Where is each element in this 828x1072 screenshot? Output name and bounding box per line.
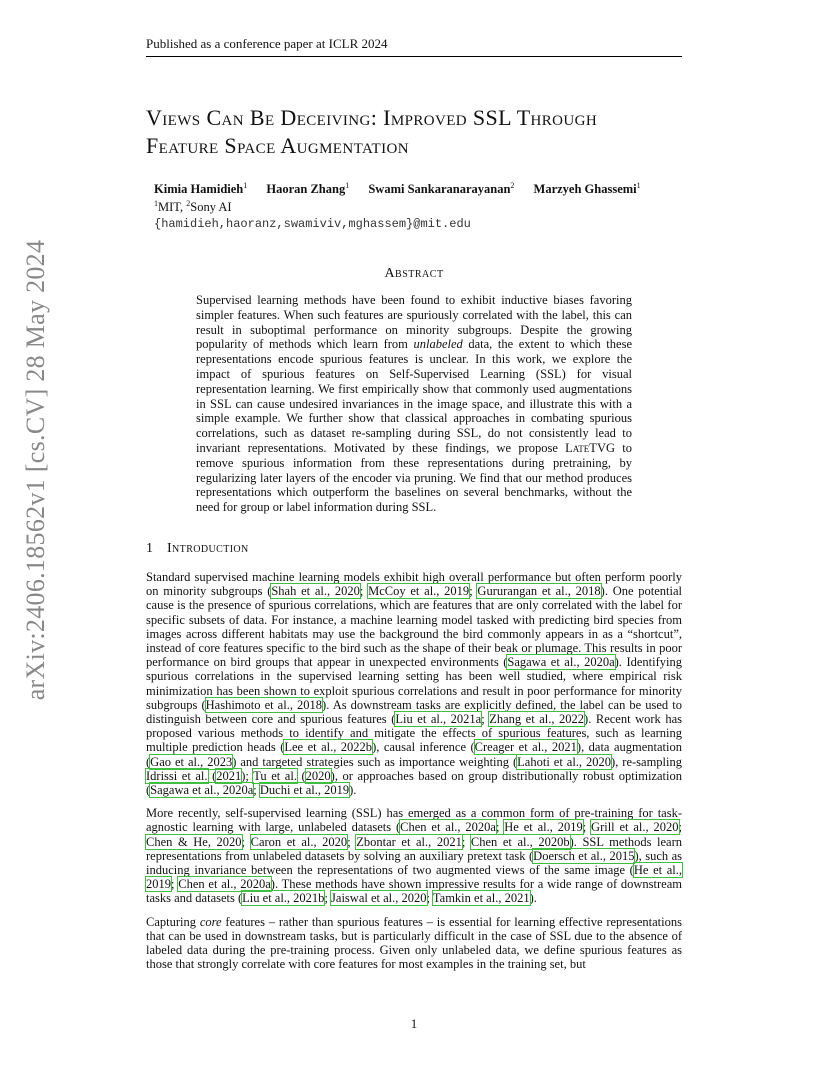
citation-link[interactable]: Liu et al., 2021b xyxy=(242,891,325,906)
citation-link[interactable]: Sagawa et al., 2020a xyxy=(150,783,254,798)
text-run: ). SSL methods learn representations from unlabeled datasets by solving an auxiliary pretext task ( xyxy=(146,834,683,863)
author-name: Marzyeh Ghassemi$^1$ xyxy=(533,181,641,197)
text-run: ; xyxy=(171,877,179,892)
text-run: ; xyxy=(469,584,478,599)
section-body xyxy=(146,570,682,980)
text-run: ); xyxy=(241,768,254,783)
citation-link[interactable]: Gao et al., 2023 xyxy=(150,754,233,769)
author-block xyxy=(154,181,694,231)
citation-link[interactable]: 2020 xyxy=(305,768,331,783)
citation-link[interactable]: Idrissi et al. xyxy=(146,768,208,783)
citation-link[interactable]: Hashimoto et al., 2018 xyxy=(205,697,323,712)
section-heading: 1 Introduction xyxy=(146,541,249,556)
citation-link[interactable]: Tamkin et al., 2021 xyxy=(432,891,530,906)
citation-link[interactable]: Shah et al., 2020 xyxy=(271,584,360,599)
text-run: ; xyxy=(481,712,490,727)
citation-link[interactable]: 2021 xyxy=(216,768,242,783)
text-run: ; xyxy=(241,834,251,849)
text-run: ; xyxy=(582,820,592,835)
arxiv-sidebar xyxy=(8,239,64,701)
text-run: ). Identifying spurious correlations in the supervised learning setting has been well studied, where empirical risk minimization has been shown to exploit spurious correlations and result in poor performance for minority subgroups ( xyxy=(146,655,682,712)
page-number: 1 xyxy=(410,1016,418,1031)
citation-link[interactable]: Sagawa et al., 2020a xyxy=(507,655,615,670)
citation-link[interactable]: Lahoti et al., 2020 xyxy=(517,754,612,769)
citation-link[interactable]: Chen et al., 2020a xyxy=(178,877,271,892)
text-run: ), data augmentation ( xyxy=(146,740,682,769)
text-run: ; xyxy=(253,783,260,798)
text-run: ). As downstream tasks are explicitly defined, the label can be used to distinguish between core and spurious features ( xyxy=(146,697,682,727)
citation-link[interactable]: Zhang et al., 2022 xyxy=(489,712,585,727)
text-run: ( xyxy=(207,768,217,783)
paragraph xyxy=(146,570,682,797)
author-name: Kimia Hamidieh$^1$ xyxy=(154,181,248,197)
paragraph xyxy=(146,915,682,972)
citation-link[interactable]: McCoy et al., 2019 xyxy=(368,584,470,599)
running-header: Published as a conference paper at ICLR 2024 xyxy=(146,36,682,57)
text-run: ; xyxy=(359,584,369,599)
abstract-text: Supervised learning methods have been found to exhibit inductive biases favoring simpler features. When such features are spuriously correlated with the label, this can result in suboptimal performance on minority subgroups. Despite the growing popularity of methods which learn from unlabeled data, the extent to which these representations encode spurious features is unclear. In this work, we explore the impact of spurious features on Self-Supervised Learning (SSL) for visual representation learning. We first empirically show that commonly used augmentations in SSL can cause undesired invariances in the image space, and illustrate this with a simple example. We further show that classical approaches in combating spurious correlations, such as dataset re-sampling during SSL, do not consistently lead to invariant representations. Motivated by these findings, we propose LateTVG to remove spurious information from these representations during pretraining, by regularizing later layers of the encoder via pruning. We find that our method produces representations which outperform the baselines on several benchmarks, without the need for group or label information during SSL. xyxy=(196,293,632,515)
arxiv-identifier[interactable]: arXiv:2406.18562v1 [cs.CV] 28 May 2024 xyxy=(21,239,50,701)
citation-link[interactable]: Chen et al., 2020b xyxy=(470,834,570,849)
title-line-2: Feature Space Augmentation xyxy=(146,133,409,158)
abstract-heading: Abstract xyxy=(384,266,444,281)
citation-link[interactable]: Zbontar et al., 2021 xyxy=(356,834,462,849)
citation-link[interactable]: Caron et al., 2020 xyxy=(250,834,348,849)
text-run: ). xyxy=(349,783,357,798)
text-run: Standard supervised machine learning models exhibit high overall performance but often perform poorly on minority subgroups ( xyxy=(146,570,682,599)
citation-link[interactable]: Duchi et al., 2019 xyxy=(259,783,350,798)
citation-link[interactable]: He et al., 2019 xyxy=(504,820,583,835)
author-name: Haoran Zhang$^1$ xyxy=(266,181,350,197)
text-run: Capturing xyxy=(146,914,200,929)
citation-link[interactable]: Gururangan et al., 2018 xyxy=(477,584,601,599)
text-run: ). One potential cause is the presence of spurious correlations, which are features that are only correlated with the label for specific subsets of data. For instance, a machine learning model tasked with predicting bird species from images across different habitats may use the background the bird commonly appears in as a “shortcut”, instead of core features specific to the bird such as the shape of their beak or plumage. This results in poor performance on bird groups that appear in unexpected environments ( xyxy=(146,584,683,670)
citation-link[interactable]: Jaiswal et al., 2020 xyxy=(331,891,427,906)
text-run: ; xyxy=(324,891,332,906)
citation-link[interactable]: Chen et al., 2020a xyxy=(400,820,496,835)
citation-link[interactable]: Tu et al. xyxy=(253,768,297,783)
citation-link[interactable]: He et al., 2019 xyxy=(146,863,682,892)
text-run: ; xyxy=(347,834,357,849)
text-run: ), such as inducing invariance between the representations of two augmented views of the same image ( xyxy=(146,848,682,878)
citation-link[interactable]: Creager et al., 2021 xyxy=(474,740,577,755)
text-run: ). Recent work has proposed various methods to identify and mitigate the effects of spurious features, such as learning multiple prediction heads ( xyxy=(146,712,682,755)
text-run: ) and targeted strategies such as importance weighting ( xyxy=(232,754,518,769)
citation-link[interactable]: Lee et al., 2022b xyxy=(284,740,373,755)
citation-link[interactable]: Doersch et al., 2015 xyxy=(533,848,635,863)
paragraph xyxy=(146,806,682,905)
text-run: ), or approaches based on group distributionally robust optimization ( xyxy=(146,768,682,798)
text-run: ). These methods have shown impressive results for a wide range of downstream tasks and datasets ( xyxy=(146,877,682,906)
citation-link[interactable]: Grill et al., 2020 xyxy=(591,820,679,835)
text-run: ; xyxy=(426,891,433,906)
text-run: ( xyxy=(296,768,306,783)
affiliations: $^1$MIT, $^2$Sony AI xyxy=(154,199,232,215)
text-run: ; xyxy=(495,820,505,835)
author-emails[interactable]: {hamidieh,haoranz,swamiviv,mghassem}@mit.edu xyxy=(154,217,471,232)
text-run: features – rather than spurious features – is essential for learning effective representations that can be used in downstream tasks, but is particularly difficult in the case of SSL due to the absence of labeled data during the pre-training process. Given only unlabeled data, we define spurious features as those that strongly correlate with core features for most examples in the training set, but xyxy=(146,914,682,972)
text-run: ). xyxy=(529,891,537,906)
text-run: ; xyxy=(461,834,471,849)
emphasis: core xyxy=(199,914,222,929)
method-name: LateTVG xyxy=(565,440,615,455)
text-run: More recently, self-supervised learning (SSL) has emerged as a common form of pre-training for task-agnostic learning with large, unlabeled datasets ( xyxy=(146,806,682,835)
author-name: Swami Sankaranarayanan$^2$ xyxy=(368,181,515,197)
text-run: ), causal inference ( xyxy=(372,740,475,755)
title-line-1: Views Can Be Deceiving: Improved SSL Through xyxy=(146,105,598,130)
paper-title xyxy=(146,104,706,160)
citation-link[interactable]: Chen & He, 2020 xyxy=(146,834,242,849)
citation-link[interactable]: Liu et al., 2021a xyxy=(395,712,482,727)
author-list xyxy=(154,181,694,197)
text-run: ; xyxy=(678,820,682,835)
text-run: ), re-sampling xyxy=(611,754,682,769)
